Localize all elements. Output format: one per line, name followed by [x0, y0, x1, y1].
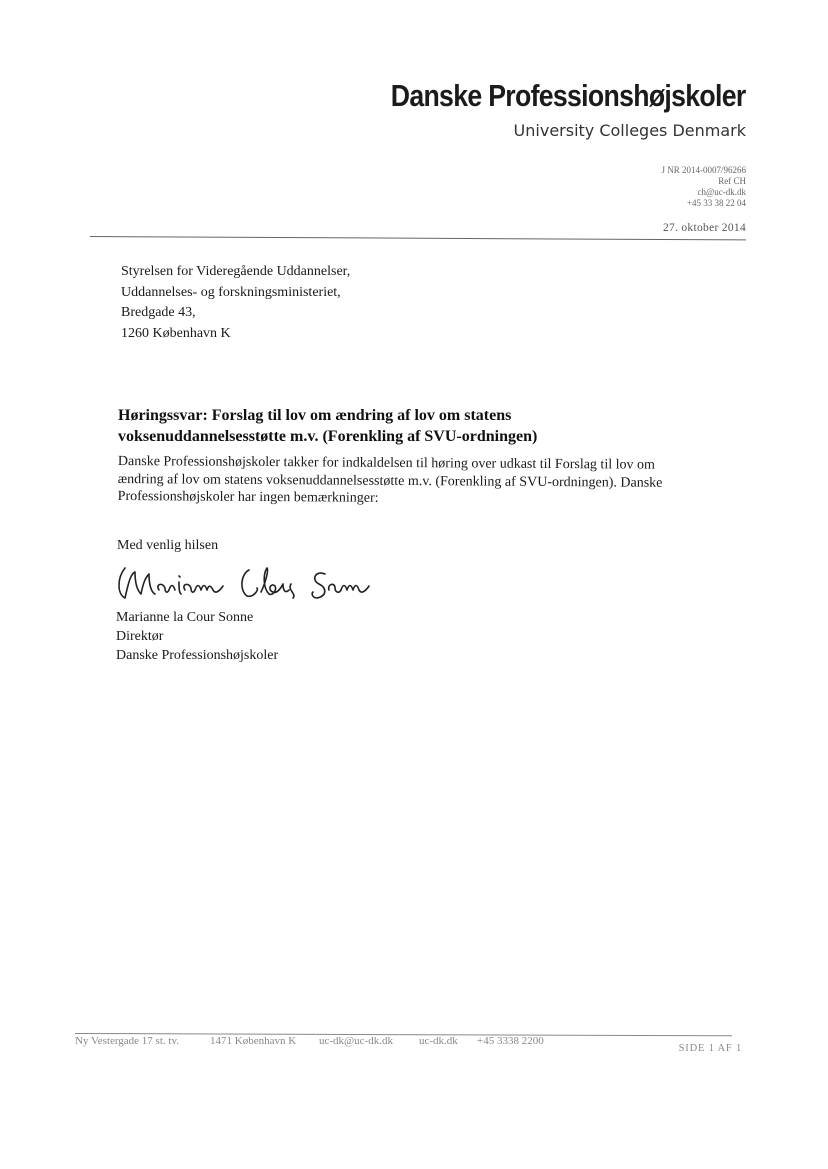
organization-logo: Danske Professionshøjskoler [391, 78, 746, 113]
journal-number: J NR 2014-0007/96266 [661, 165, 746, 175]
signer-organization: Danske Professionshøjskoler [116, 648, 279, 663]
footer-web: uc-dk.dk [419, 1035, 458, 1047]
closing-phrase: Med venlig hilsen [117, 538, 219, 553]
signer-name: Marianne la Cour Sonne [116, 610, 254, 625]
recipient-line: Styrelsen for Videregående Uddannelser, [121, 264, 351, 279]
recipient-line: Uddannelses- og forskningsministeriet, [121, 284, 341, 300]
body-line: Professionshøjskoler har ingen bemærkninger: [117, 488, 379, 506]
footer-phone: +45 3338 2200 [477, 1035, 544, 1047]
letter-subject [118, 405, 638, 447]
page-number: SIDE 1 AF 1 [678, 1043, 742, 1054]
subject-line: Høringssvar: Forslag til lov om ændring af lov om statens [118, 407, 512, 424]
footer-address: Ny Vestergade 17 st. tv. [75, 1035, 179, 1047]
header-divider [90, 236, 746, 240]
reference-block [661, 165, 746, 209]
letter-body [118, 453, 698, 510]
signer-title: Direktør [116, 629, 164, 644]
signer-block [116, 608, 278, 665]
footer-email: uc-dk@uc-dk.dk [319, 1035, 393, 1047]
subject-line: voksenuddannelsesstøtte m.v. (Forenkling af SVU-ordningen) [118, 428, 538, 445]
recipient-line: Bredgade 43, [121, 305, 196, 320]
recipient-address [121, 262, 350, 344]
body-line: Danske Professionshøjskoler takker for indkaldelsen til høring over udkast til Forslag til lov om [117, 453, 655, 473]
handwritten-signature [115, 560, 375, 608]
body-line: ændring af lov om statens voksenuddannelsesstøtte m.v. (Forenkling af SVU-ordningen). Danske [117, 471, 663, 491]
sender-email: ch@uc-dk.dk [697, 187, 746, 197]
organization-subtitle: University Colleges Denmark [513, 121, 746, 140]
footer-city: 1471 København K [210, 1035, 297, 1047]
sender-phone: +45 33 38 22 04 [686, 198, 746, 208]
reference-initials: Ref CH [718, 176, 746, 186]
letter-date: 27. oktober 2014 [662, 222, 746, 234]
recipient-line: 1260 København K [121, 325, 231, 341]
